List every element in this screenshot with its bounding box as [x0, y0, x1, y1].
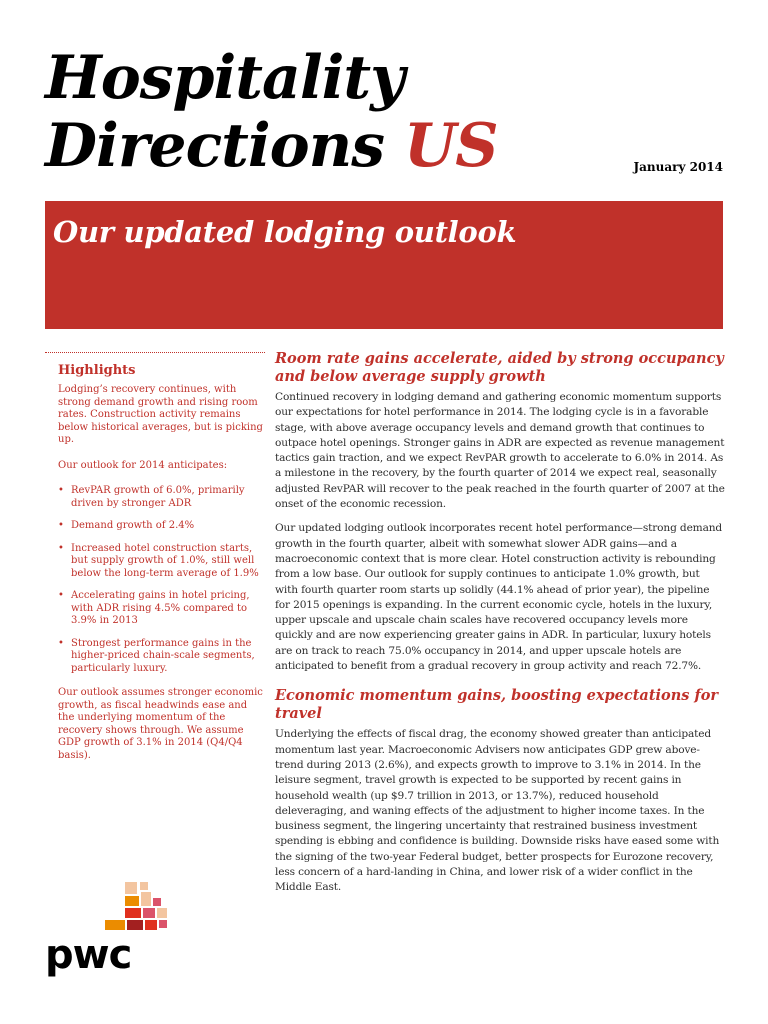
banner-title: Our updated lodging outlook: [53, 215, 517, 249]
highlights-intro: Lodging’s recovery continues, with strong demand growth and rising room rates. Construction activity remains below historical averages, but is picking up.: [58, 384, 263, 445]
highlights-sidebar: [45, 352, 265, 775]
title-line-1: Hospitality: [45, 43, 404, 113]
highlights-list: [58, 485, 265, 675]
paragraph: Our updated lodging outlook incorporates recent hotel performance—strong demand growth in the fourth quarter, albeit with somewhat slower ADR gains—and a macroeconomic context that is more clear. Hotel construction activity is rebounding from a low base. Our outlook for supply continues to anticipate 1.0% growth, but with fourth quarter room starts up solidly (44.1% ahead of prior year), the pipeline for 2015 openings is expanding. In the current economic cycle, hotels in the luxury, upper upscale and upscale chain scales have recovered occupancy levels more quickly and are now experiencing greater gains in ADR. In particular, luxury hotels are on track to reach 75.0% occupancy in 2014, and upper upscale hotels are anticipated to benefit from a gradual recovery in group activity and reach 72.7%.: [275, 522, 723, 673]
list-item: • Accelerating gains in hotel pricing, with ADR rising 4.5% compared to 3.9% in 2013: [58, 590, 265, 628]
main-content: [275, 350, 725, 905]
section-heading: Economic momentum gains, boosting expectations for travel: [275, 687, 719, 723]
sidebar-divider: [45, 352, 265, 353]
highlights-closing: Our outlook assumes stronger economic growth, as fiscal headwinds ease and the underlying momentum of the recovery shows through. We assume GDP growth of 3.1% in 2014 (Q4/Q4 basis).: [58, 687, 263, 761]
list-item: • RevPAR growth of 6.0%, primarily driven by stronger ADR: [58, 485, 265, 510]
title-line-2: [45, 112, 645, 180]
pwc-logo: [45, 880, 185, 980]
list-item: • Increased hotel construction starts, but supply growth of 1.0%, still well below the long-term average of 1.9%: [58, 543, 265, 581]
list-item: • Strongest performance gains in the higher-priced chain-scale segments, particularly luxury.: [58, 638, 265, 676]
paragraph: Continued recovery in lodging demand and gathering economic momentum supports our expectations for hotel performance in 2014. The lodging cycle is in a favorable stage, with above average occupancy levels and demand growth that continues to outpace hotel openings. Stronger gains in ADR are expected as revenue management tactics gain traction, and we expect RevPAR growth to accelerate to 6.0% in 2014. As a milestone in the recovery, by the fourth quarter of 2014 we expect real, seasonally adjusted RevPAR will recover to the peak reached in the fourth quarter of 2007 at the onset of the economic recession.: [275, 391, 725, 511]
paragraph: Underlying the effects of fiscal drag, the economy showed greater than anticipated momentum last year. Macroeconomic Advisers now anticipates GDP grew above-trend during 2013 (2.6%), and expects growth to improve to 3.1% in 2014. In the leisure segment, travel growth is expected to be supported by recent gains in household wealth (up $9.7 trillion in 2013, or 13.7%), reduced household deleveraging, and waning effects of the adjustment to higher income taxes. In the business segment, the lingering uncertainty that restrained business investment spending is ebbing and confidence is building. Downside risks have eased some with the signing of the two-year Federal budget, better prospects for Eurozone recovery, less concern of a hard-landing in China, and lower risk of a wider conflict in the Middle East.: [275, 728, 720, 894]
title-main: Directions: [45, 111, 404, 181]
publication-date: January 2014: [633, 160, 723, 174]
highlights-body: [58, 384, 265, 762]
outlook-lead: Our outlook for 2014 anticipates:: [58, 459, 228, 471]
list-item: • Demand growth of 2.4%: [58, 520, 265, 533]
document-title: [45, 44, 645, 180]
section-heading: Room rate gains accelerate, aided by strong occupancy and below average supply growth: [275, 350, 724, 385]
pwc-wordmark: pwc: [45, 932, 132, 978]
banner: [45, 201, 723, 329]
title-accent: US: [403, 111, 498, 181]
highlights-heading: Highlights: [58, 363, 136, 378]
pwc-logo-mark-icon: [45, 880, 185, 940]
